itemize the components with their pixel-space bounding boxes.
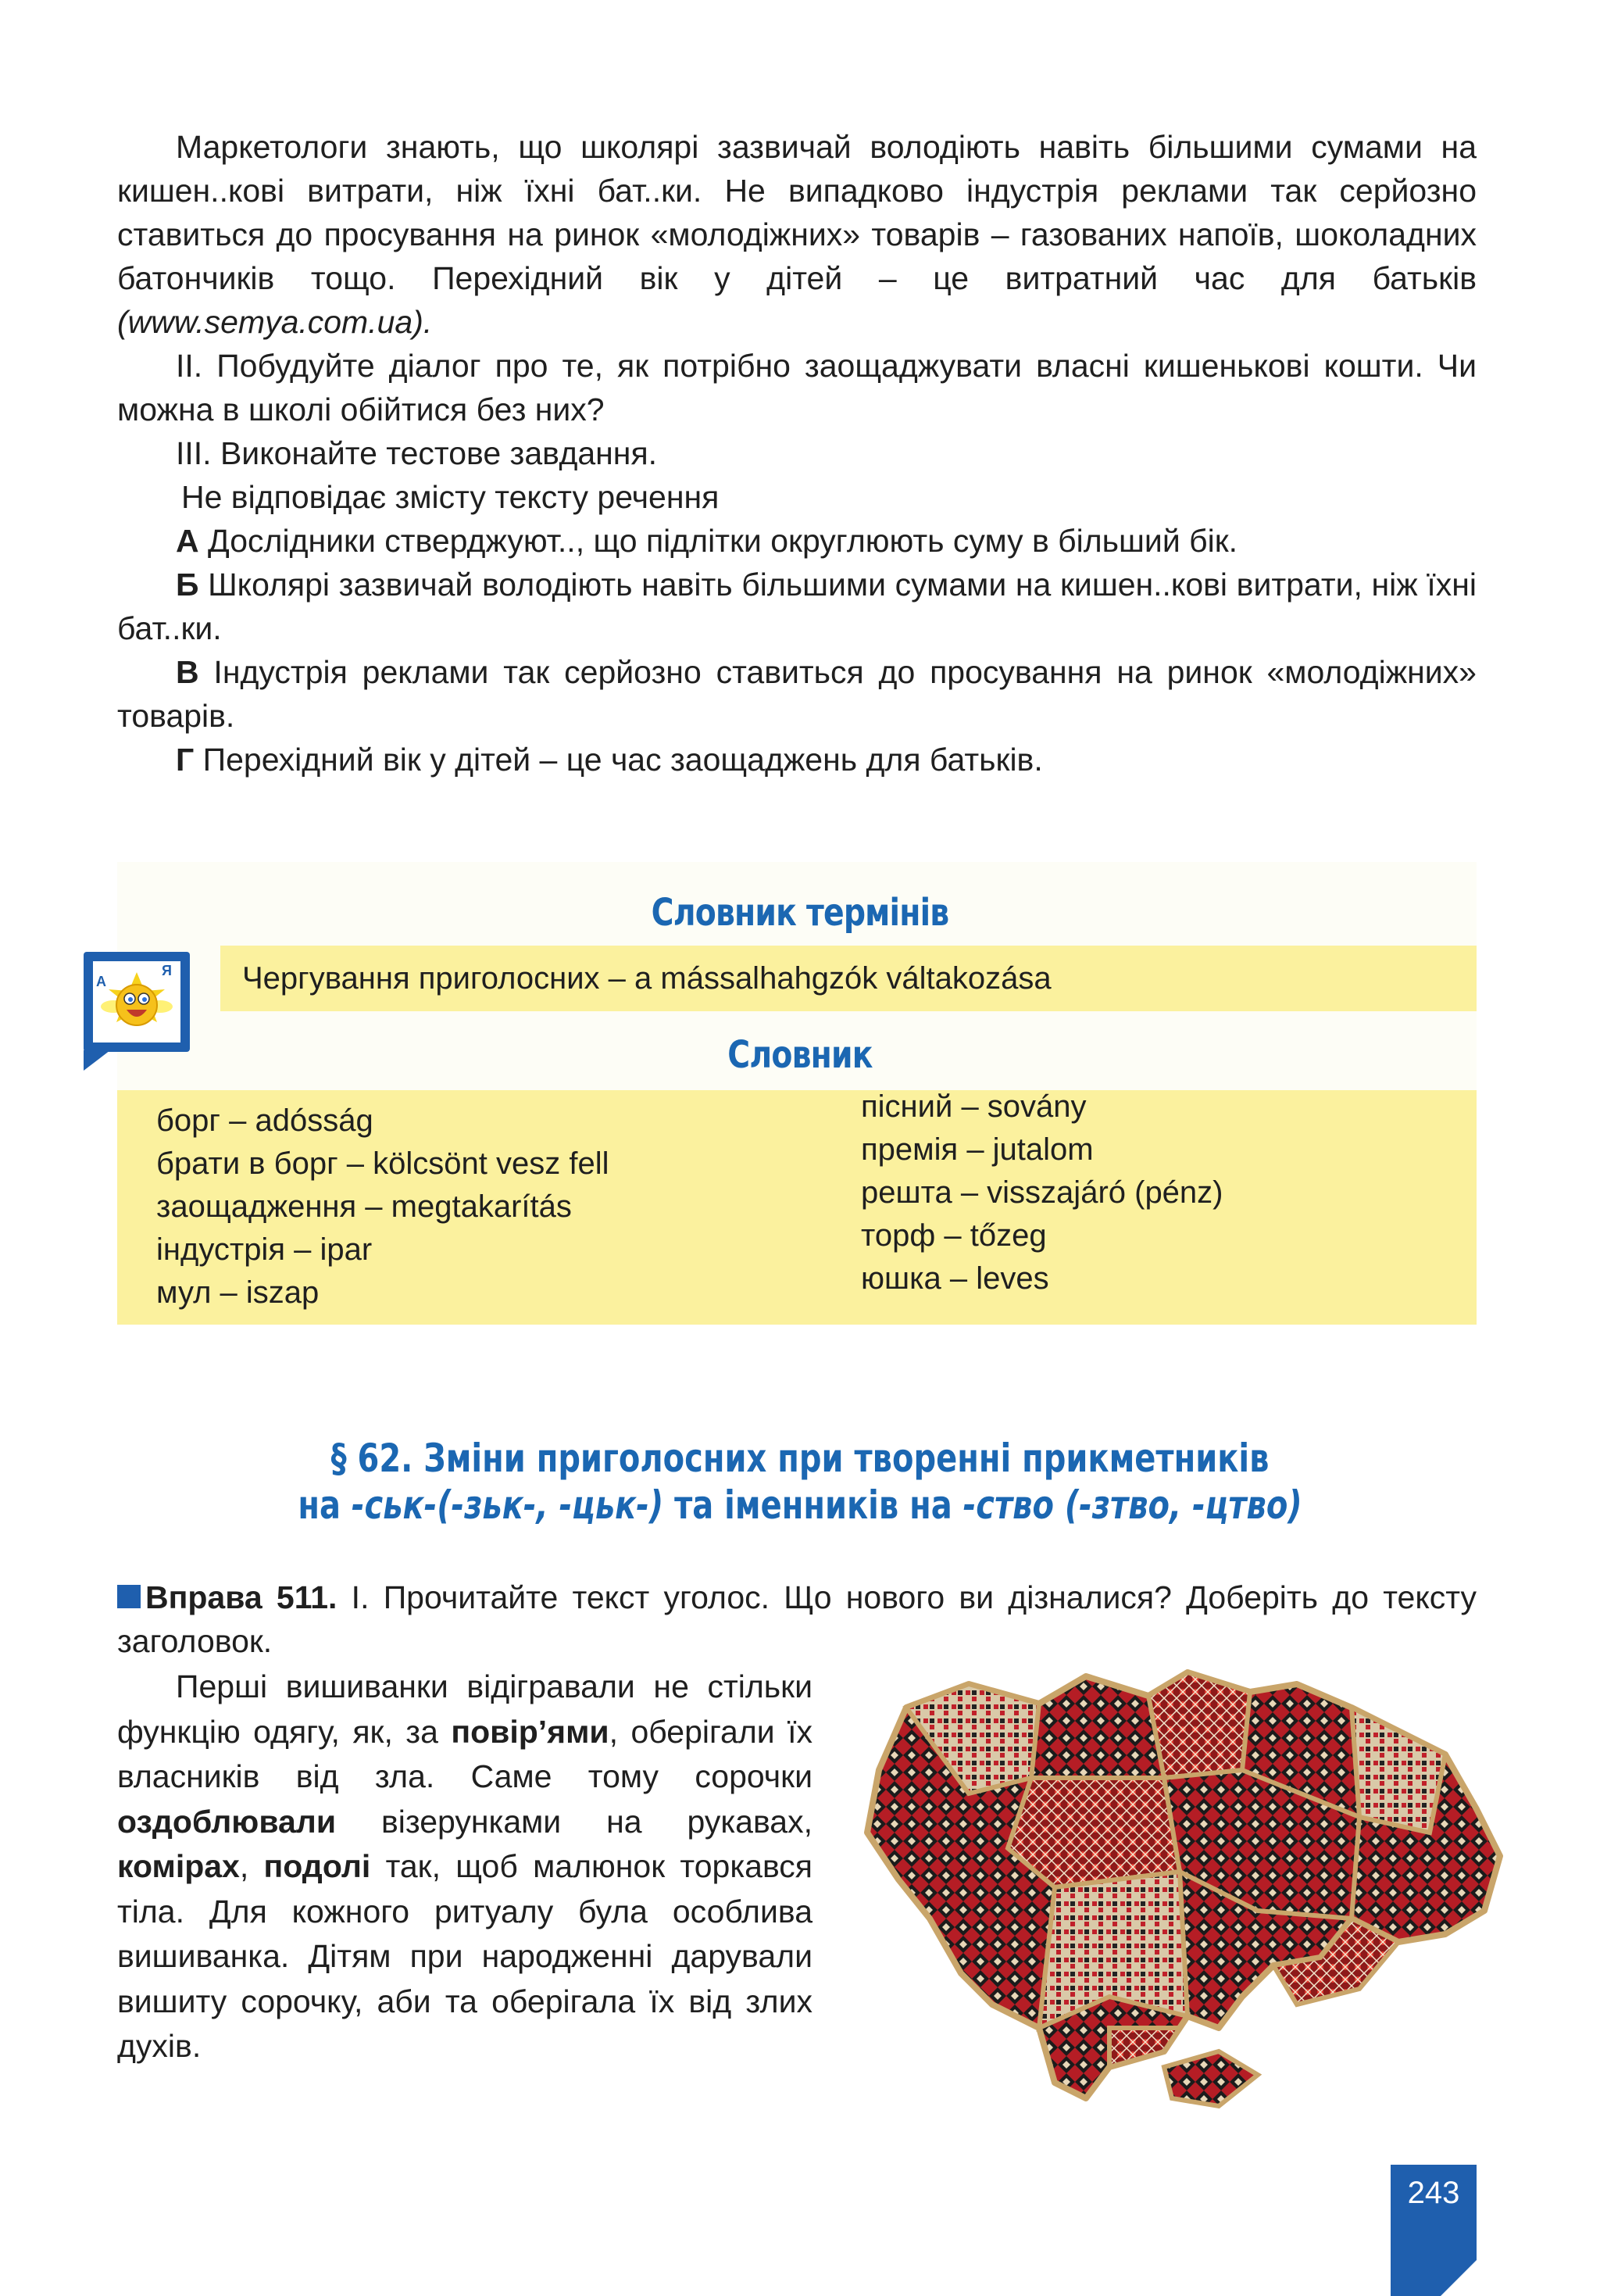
vocab-entry: індустрія – ipar	[156, 1232, 373, 1267]
badge-letter-a: А	[96, 974, 106, 989]
page-number-tab	[1391, 2165, 1477, 2296]
vocab-entry: решта – visszajáró (pénz)	[861, 1175, 1223, 1210]
source-link: (www.semya.com.ua).	[117, 304, 433, 340]
vocabulary-right-column	[861, 1085, 1223, 1300]
exercise-label: Вправа 511.	[145, 1579, 338, 1615]
section-title: § 62. Зміни приголосних при творенні прикметників на -ськ-(-зьк-, -цьк-) та іменників на -ство (-зтво, -цтво)	[298, 1436, 1302, 1528]
vocab-entry: борг – adósság	[156, 1103, 373, 1138]
task-2: ІІ. Побудуйте діалог про те, як потрібно заощаджувати власні кишенькові кошти. Чи можна в школі обійтися без них?	[117, 348, 1477, 427]
option-c: В Індустрія реклами так серйозно ставиться до просування на ринок «молодіжних» товарів.	[117, 654, 1477, 734]
glossary-title: Словник термінів	[651, 891, 949, 935]
exercise-instruction: Вправа 511. І. Прочитайте текст уголос. Що нового ви дізналися? Доберіть до тексту заголовок.	[117, 1579, 1477, 1659]
vocab-entry: брати в борг – kölcsönt vesz fell	[156, 1146, 609, 1181]
vocab-entry: юшка – leves	[861, 1261, 1049, 1296]
option-d: Г Перехідний вік у дітей – це час заощаджень для батьків.	[176, 742, 1043, 778]
test-question: Не відповідає змісту тексту речення	[181, 479, 720, 515]
option-b: Б Школярі зазвичай володіють навіть більшими сумами на кишен..кові витрати, ніж їхні бат..ки.	[117, 567, 1477, 646]
paragraph-marketing: Маркетологи знають, що школярі зазвичай володіють навіть більшими сумами на кишен..кові витрати, ніж їхні бат..ки. Не випадково індустрія реклами так серйозно ставиться до просування на ринок «молодіжних» товарів – газованих напоїв, шоколадних батончиків тощо. Перехідний вік у дітей – це витратний час для батьків (www.semya.com.ua).	[117, 129, 1477, 340]
vocab-entry: мул – iszap	[156, 1275, 320, 1310]
vocab-entry: пісний – sovány	[861, 1089, 1087, 1124]
embroidered-ukraine-map	[852, 1661, 1508, 2118]
term-definition: Чергування приголосних – a mássalhahgzók váltakozása	[220, 946, 1477, 1011]
vocab-entry: торф – tőzeg	[861, 1218, 1047, 1253]
option-a: А Дослідники стверджуют.., що підлітки округлюють суму в більший бік.	[176, 523, 1238, 559]
vocab-entry: заощадження – megtakarítás	[156, 1189, 572, 1224]
vocabulary-left-column	[156, 1100, 609, 1314]
task-3: ІІІ. Виконайте тестове завдання.	[176, 435, 658, 471]
badge-letter-ya: Я	[162, 963, 172, 978]
page-curl-icon	[1441, 2260, 1477, 2296]
square-bullet-icon	[117, 1585, 141, 1608]
page-number: 243	[1407, 2176, 1460, 2210]
vocabulary-box	[117, 1090, 1477, 1325]
exercise-text: Перші вишиванки відігравали не стільки функцію одягу, як, за повір’ями, оберігали їх власників від зла. Саме тому сорочки оздоблювали візерунками на рукавах, комірах, подолі так, щоб малюнок торкався тіла. Для кожного ритуалу була особлива вишиванка. Дітям при народженні дарували вишиту сорочку, аби та оберігала їх від злих духів.	[117, 1668, 812, 2064]
vocabulary-title: Словник	[727, 1033, 873, 1077]
vocab-entry: премія – jutalom	[861, 1132, 1094, 1167]
reading-text	[117, 125, 1477, 781]
